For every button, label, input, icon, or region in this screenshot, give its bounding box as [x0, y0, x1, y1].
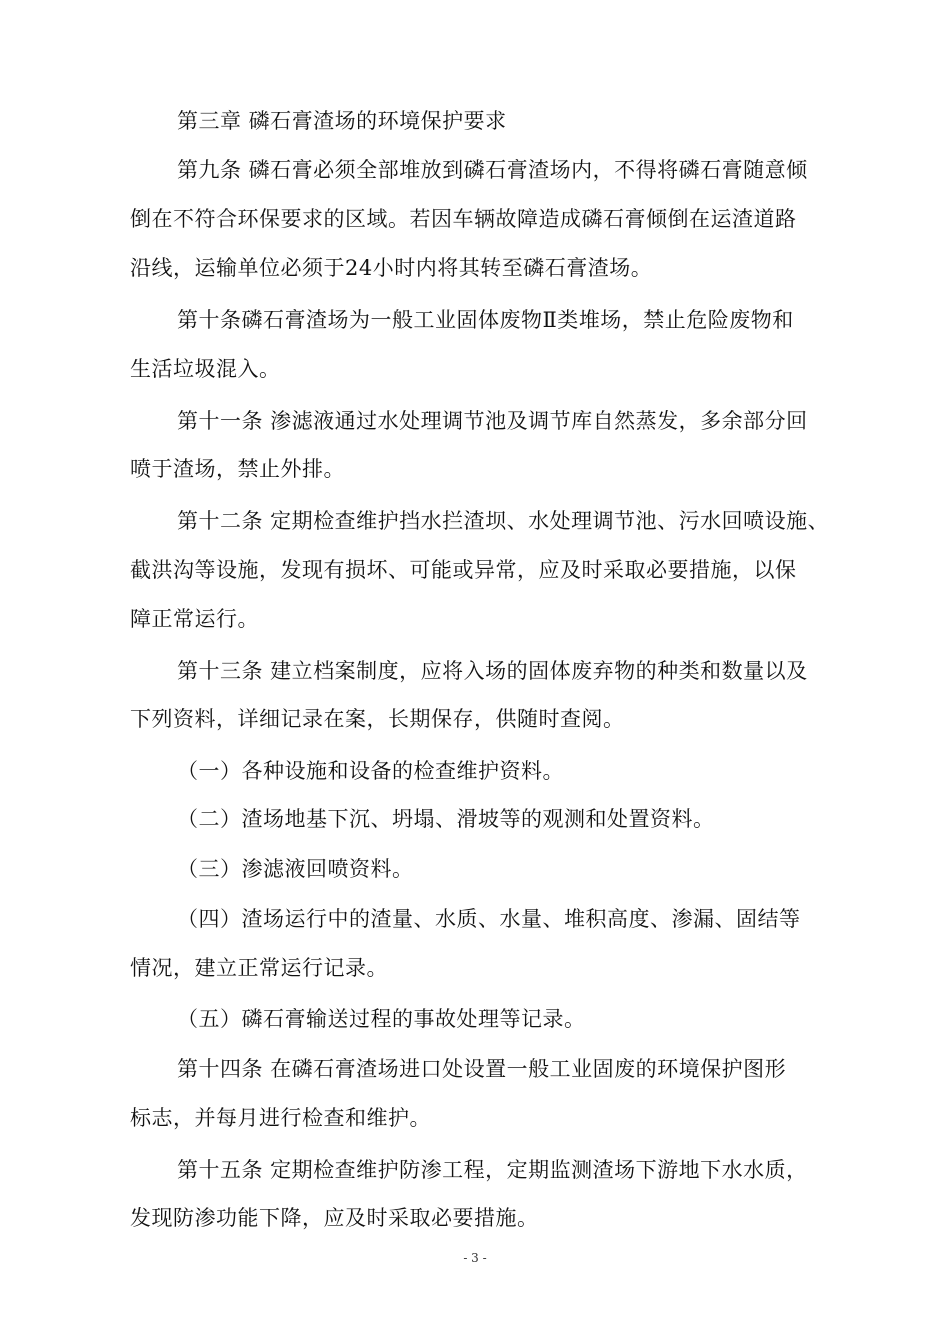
- article-13-line-2: 下列资料，详细记录在案，长期保存，供随时查阅。: [130, 707, 625, 731]
- article-14-line-2: 标志，并每月进行检查和维护。: [130, 1106, 431, 1130]
- list-item-1: （一）各种设施和设备的检查维护资料。: [177, 759, 564, 783]
- article-13-line-1: 第十三条 建立档案制度，应将入场的固体废弃物的种类和数量以及: [177, 659, 808, 683]
- article-12-line-3: 障正常运行。: [130, 607, 259, 631]
- page-number: - 3 -: [463, 1251, 487, 1265]
- chapter-heading: 第三章 磷石膏渣场的环境保护要求: [177, 109, 507, 133]
- article-9-line-2: 倒在不符合环保要求的区域。若因车辆故障造成磷石膏倾倒在运渣道路: [130, 207, 797, 231]
- article-11-line-2: 喷于渣场，禁止外排。: [130, 457, 345, 481]
- article-12-line-2: 截洪沟等设施，发现有损坏、可能或异常，应及时采取必要措施，以保: [130, 558, 797, 582]
- article-9-line-3: 沿线，运输单位必须于24小时内将其转至磷石膏渣场。: [130, 256, 653, 280]
- article-10-line-1: 第十条磷石膏渣场为一般工业固体废物Ⅱ类堆场，禁止危险废物和: [177, 308, 794, 332]
- article-9-line-1: 第九条 磷石膏必须全部堆放到磷石膏渣场内，不得将磷石膏随意倾: [177, 158, 808, 182]
- list-item-4-line-1: （四）渣场运行中的渣量、水质、水量、堆积高度、渗漏、固结等: [177, 907, 801, 931]
- article-11-line-1: 第十一条 渗滤液通过水处理调节池及调节库自然蒸发，多余部分回: [177, 409, 808, 433]
- article-12-line-1: 第十二条 定期检查维护挡水拦渣坝、水处理调节池、污水回喷设施、: [177, 509, 830, 533]
- list-item-2: （二）渣场地基下沉、坍塌、滑坡等的观测和处置资料。: [177, 807, 715, 831]
- list-item-5: （五）磷石膏输送过程的事故处理等记录。: [177, 1007, 586, 1031]
- article-14-line-1: 第十四条 在磷石膏渣场进口处设置一般工业固废的环境保护图形: [177, 1057, 787, 1081]
- list-item-3: （三）渗滤液回喷资料。: [177, 857, 414, 881]
- article-10-line-2: 生活垃圾混入。: [130, 357, 281, 381]
- list-item-4-line-2: 情况，建立正常运行记录。: [130, 956, 388, 980]
- article-15-line-1: 第十五条 定期检查维护防渗工程，定期监测渣场下游地下水水质，: [177, 1158, 808, 1182]
- article-15-line-2: 发现防渗功能下降，应及时采取必要措施。: [130, 1206, 539, 1230]
